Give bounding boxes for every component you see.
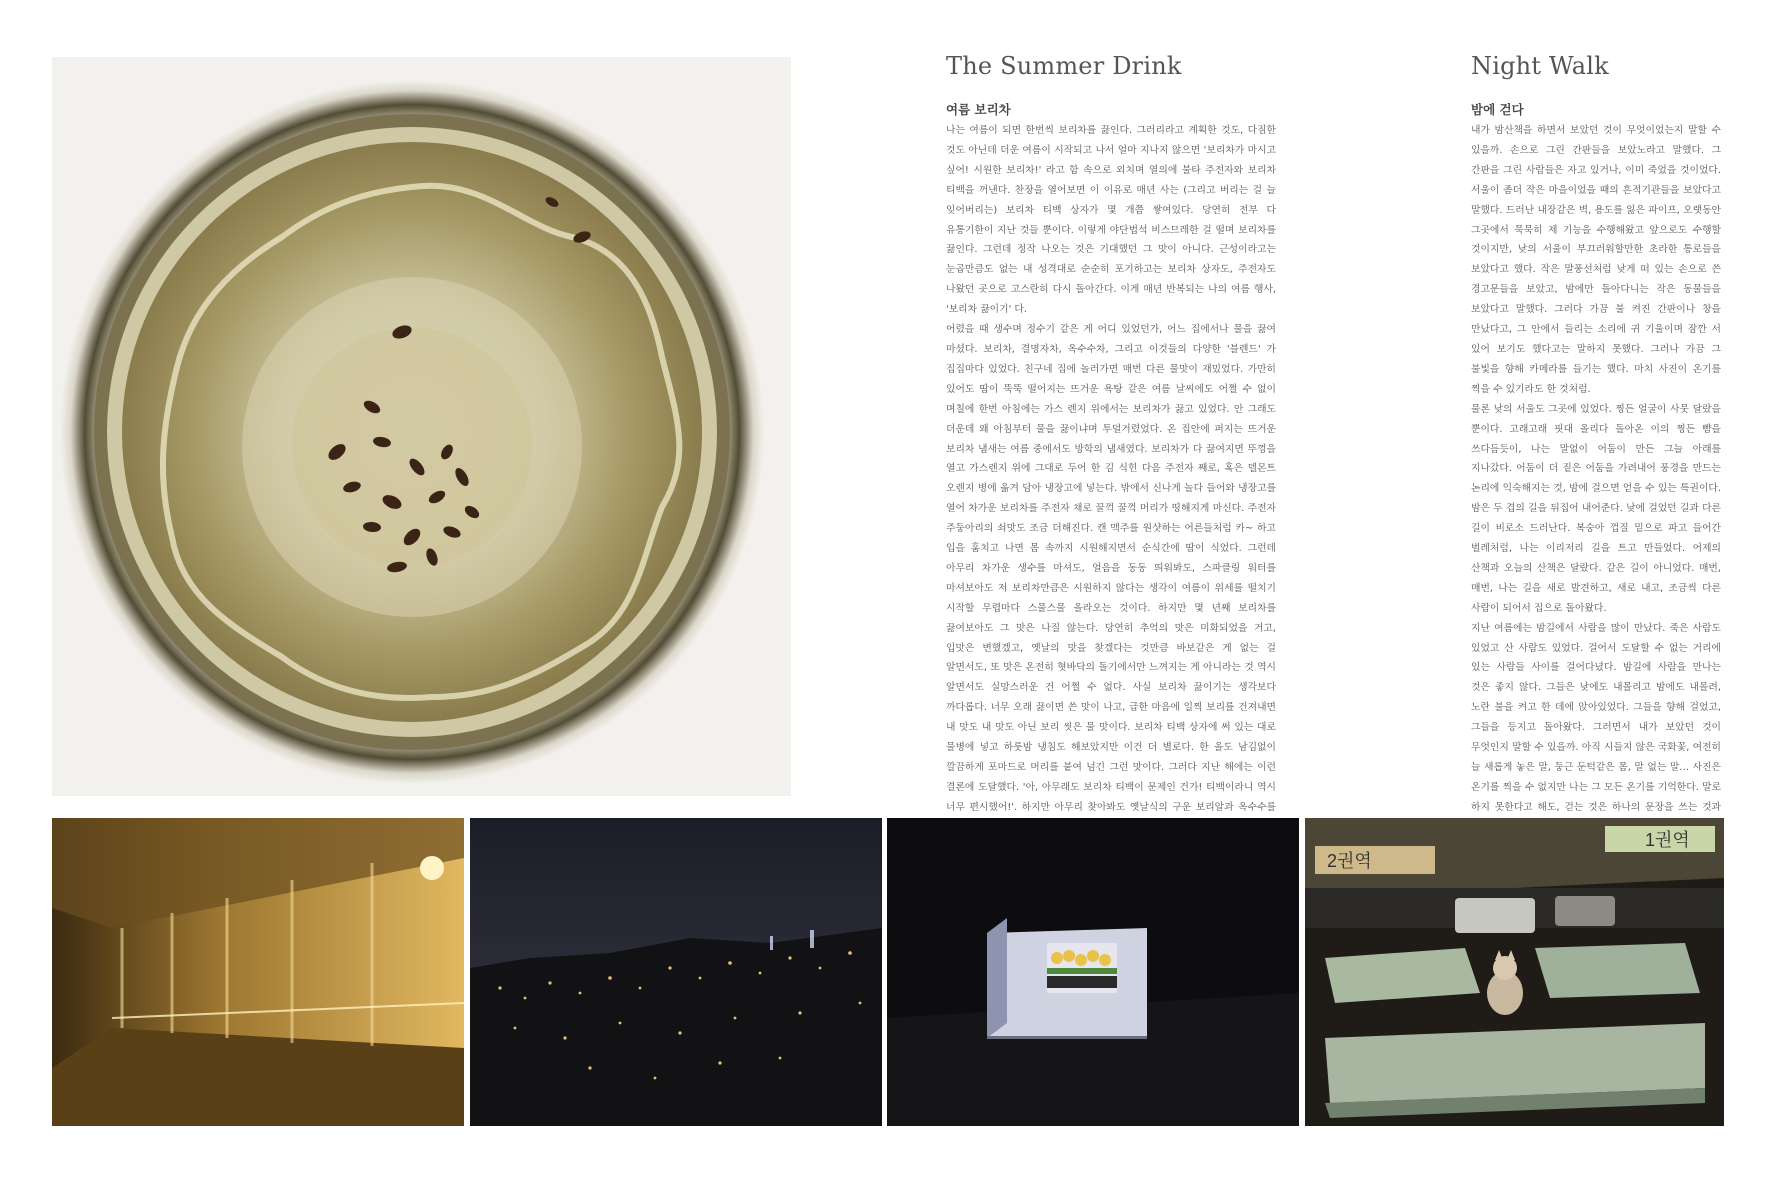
memorial-altar-photo: [887, 818, 1299, 1126]
article-night-walk: [1471, 52, 1721, 811]
article-body: [946, 121, 1276, 811]
cat-on-table-photo: [1305, 818, 1724, 1126]
altar-image: [887, 818, 1299, 1126]
body-paragraph: 물론 낮의 서울도 그곳에 있었다. 찡든 얼굴이 사뭇 달랐을 뿐이다. 고래고래 핏대 올리다 돌아온 이의 찡든 뺨을 쓰다듬듯이, 나는 말없이 어둠이 만든 그늘 아래를 지나갔다. 어둠이 더 짙은 어둠을 가려내어 풍경을 만드는 논리에 익숙해지는 것, 밤에 걸으면 얻을 수 있는 특권이다. 밤은 두 겹의 길을 뒤집어 내어준다. 낮에 걸었던 길과 다른 길이 비로소 드러난다. 복숭아 껍질 밑으로 파고 들어간 벌레처럼, 나는 이리저리 길을 트고 만들었다. 어제의 산책과 오늘의 산책은 달랐다. 같은 길이 아니었다. 매번, 매번, 나는 길을 새로 발견하고, 새로 내고, 조금씩 다른 사람이 되어서 집으로 돌아왔다.: [1471, 403, 1721, 614]
barley-tea-glass-image: [52, 57, 791, 796]
city-image: [470, 818, 882, 1126]
sign-text-1: 1권역: [1645, 830, 1690, 850]
body-paragraph: 나는 여름이 되면 한번씩 보리차를 끓인다. 그러리라고 계획한 것도, 다짐한 것도 아닌데 더운 여름이 시작되고 나서 얼마 지나지 않으면 '보리차가 마시고 싶어! 시원한 보리차!' 라고 함 속으로 외치며 열의에 불타 주전자와 보리차 티백을 꺼낸다. 찬장을 열어보면 이 이유로 매년 사는 (그리고 버리는 걸 늘 잊어버리는) 보리차 티백 상자가 몇 개쯤 쌓여있다. 당연히 전부 다 유통기한이 지난 것들 뿐이다. 이렇게 야단법석 비스므레한 걸 떨며 보리차를 끓인다. 그런데 정작 나오는 것은 기대했던 그 맛이 아니다. 근성이라고는 눈곱만큼도 없는 내 성격대로 순순히 포기하고는 보리차 상자도, 주전자도 나왔던 곳으로 고스란히 다시 돌아간다. 이게 매년 반복되는 나의 여름 행사, '보리차 끓이기' 다.: [946, 125, 1276, 316]
article-subtitle: 밤에 걷다: [1471, 102, 1524, 117]
article-subtitle: 여름 보리차: [946, 102, 1011, 117]
body-paragraph: 어렸을 때 생수며 정수기 같은 게 어디 있었던가, 어느 집에서나 물을 끓여 마셨다. 보리차, 결명자차, 옥수수차, 그리고 이것들의 다양한 '블렌드' 가 집집마다 있었다. 친구네 집에 놀러가면 매번 다른 물맛이 재밌었다. 가만히 있어도 땀이 뚝뚝 떨어지는 뜨거운 욕탕 같은 여름 날씨에도 어쩔 수 없이 며칠에 한번 아침에는 가스 렌지 위에서는 보리차가 끓고 있었다. 안 그래도 더운데 왜 아침부터 물을 끓이냐며 투덜거렸었다. 온 집안에 퍼지는 뜨거운 보리차 냄새는 여름 중에서도 방학의 냄새였다. 보리차가 다 끓여지면 뚜껑을 열고 가스렌지 위에 그대로 두어 한 김 식힌 다음 주전자 째로, 혹은 델몬트 오렌지 병에 옮겨 담아 냉장고에 넣는다. 밖에서 신나게 놀다 들어와 냉장고를 열어 차가운 보리차를 주전자 채로 꿀꺽 꿀꺽 머리가 띵해지게 마신다. 주전자 주둥아리의 쇠맛도 조금 더해진다. 캔 맥주를 원샷하는 어른들처럼 카~ 하고 입을 훔치고 나면 몸 속까지 시원해지면서 순식간에 땀이 식었다. 그런데 아무리 차가운 생수를 마셔도, 얼음을 동동 띄워봐도, 스파클링 워터를 마셔보아도 저 보리차만큼은 시원하지 않다는 생각이 여름이 위세를 떨치기 시작할 무렵마다 스물스물 올라오는 것이다. 하지만 몇 년째 보리차를 끓여보아도 그 맛은 나질 않는다. 당연히 추억의 맛은 미화되었을 거고, 입맛은 변했겠고, 옛날의 맛을 찾겠다는 것만큼 바보같은 게 없는 걸 알면서도, 또 맛은 온전히 혓바닥의 돌기에서만 느껴지는 게 아니라는 것 역시 알면서도 실망스러운 건 어쩔 수 없다. 사실 보리차 끓이기는 생각보다 까다롭다. 너무 오래 끓이면 쓴 맛이 나고, 급한 마음에 일찍 보리를 건져내면 내 맛도 내 맛도 아닌 보리 씻은 물 맛이다. 보리차 티백 상자에 써 있는 대로 물병에 넣고 하룻밤 냉침도 해보았지만 이건 더 별로다. 한 올도 남김없이 깔끔하게 포마드로 머리를 붙여 넘긴 그런 맛이다. 그러다 지난 해에는 이런 결론에 도달했다. '아, 아무래도 보리차 티백이 문제인 건가! 티백이라니 역시 너무 편시했어!'. 하지만 아무리 찾아봐도 옛날식의 구운 보리알과 옥수수를: [946, 324, 1276, 811]
tunnel-image: [52, 818, 464, 1126]
article-title: Night Walk: [1471, 52, 1609, 80]
barley-tea-photo: [52, 57, 791, 796]
body-paragraph: 지난 여름에는 밤길에서 사람을 많이 만났다. 죽은 사람도 있었고 산 사람도 있었다. 걸어서 도달할 수 없는 거리에 있는 사람들 사이를 걸어다녔다. 밤길에 사람을 만나는 것은 좋지 않다. 그들은 낮에도 내몰리고 밤에도 내몰려, 노란 불을 켜고 한 데에 앉아있었다. 그들을 향해 걸었고, 그들을 등지고 돌아왔다. 그러면서 내가 보았던 것이 무엇인지 말할 수 있을까. 아직 시들지 않은 국화꽃, 여전히 늘 새롭게 놓은 말, 둥근 둔턱같은 몸, 말 없는 말… 사진은 온기를 찍을 수 없지만 나는 그 모든 온기를 기억한다. 말로 하지 못한다고 해도, 걷는 것은 하나의 문장을 쓰는 것과: [1471, 622, 1721, 811]
article-title: The Summer Drink: [946, 52, 1182, 80]
night-city-view-photo: [470, 818, 882, 1126]
article-summer-drink: [946, 52, 1276, 811]
cat-image: [1305, 818, 1724, 1126]
sign-text-2: 2권역: [1327, 851, 1372, 871]
body-paragraph: 내가 밤산책을 하면서 보았던 것이 무엇이었는지 말할 수 있을까. 손으로 그린 간판들을 보았노라고 말했다. 그 간판을 그린 사람들은 자고 있거나, 이미 죽었을 것이었다. 서울이 좀더 작은 마을이었을 때의 흔적기관들을 보았다고 말했다. 드러난 내장같은 벽, 용도를 잃은 파이프, 오랫동안 그곳에서 묵묵히 제 기능을 수행해왔고 앞으로도 수행할 것이지만, 낮의 서울이 부끄러워할만한 초라한 통로들을 보았다고 했다. 작은 말풍선처럼 낮게 떠 있는 손으로 쓴 경고문들을 보았고, 밤에만 돌아다니는 작은 동물들을 보았다고 말했다. 그러다 가끔 불 켜진 간판이나 창을 만났다고, 그 안에서 들리는 소리에 귀 기울이며 잠깐 서 있어 보기도 했다고는 말하지 못했다. 그러나 가끔 그 불빛을 향해 카메라를 들기는 했다. 마치 사진이 온기를 찍을 수 있기라도 한 것처럼.: [1471, 125, 1721, 395]
article-body: [1471, 121, 1721, 811]
tunnel-walkway-photo: [52, 818, 464, 1126]
